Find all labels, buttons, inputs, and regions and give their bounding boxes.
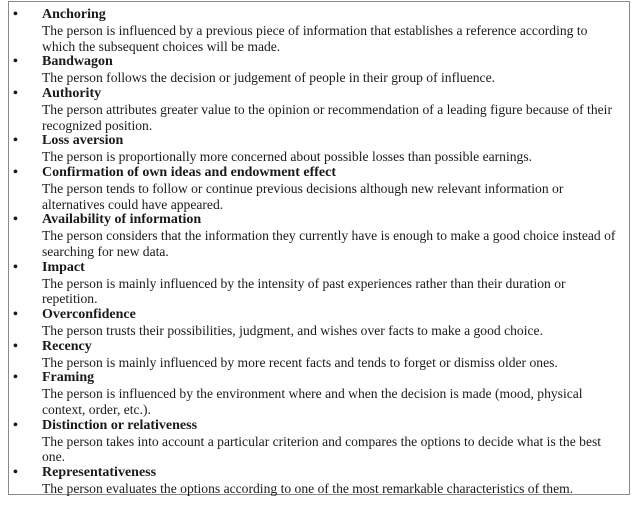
bias-term: Overconfidence: [42, 307, 136, 323]
bullet-icon: •: [13, 164, 18, 180]
bullet-icon: •: [13, 54, 18, 70]
bias-term: Authority: [42, 85, 102, 101]
bias-description: The person tends to follow or continue previous decisions although new relevant information or alternatives could have appeared.: [42, 180, 564, 212]
bias-term: Impact: [42, 259, 85, 275]
bias-term: Loss aversion: [42, 133, 124, 149]
list-item: [8, 339, 630, 371]
bias-description: The person is proportionally more concerned about possible losses than possible earnings.: [42, 149, 533, 165]
bias-description: The person follows the decision or judgement of people in their group of influence.: [42, 70, 496, 86]
list-item: [8, 54, 630, 86]
bias-term: Bandwagon: [42, 54, 113, 70]
bullet-icon: •: [13, 212, 18, 228]
bias-term: Recency: [42, 338, 92, 354]
bias-description: The person attributes greater value to the opinion or recommendation of a leading figure because of their recognized position.: [42, 101, 612, 133]
bullet-icon: •: [13, 259, 18, 275]
bullet-icon: •: [13, 338, 18, 354]
bias-description: The person takes into account a particular criterion and compares the options to decide what is the best one.: [42, 433, 602, 465]
bias-description: The person is influenced by a previous piece of information that establishes a reference according to which the subsequent choices will be made.: [42, 22, 588, 54]
list-item: [8, 418, 630, 465]
list-item: [8, 133, 630, 165]
bullet-icon: •: [13, 307, 18, 323]
bias-term: Confirmation of own ideas and endowment effect: [42, 164, 336, 180]
bias-term: Availability of information: [42, 212, 202, 228]
bullet-icon: •: [13, 7, 18, 22]
bullet-icon: •: [13, 85, 18, 101]
list-item: [8, 212, 630, 259]
bias-term: Distinction or relativeness: [42, 417, 198, 433]
bias-term: Anchoring: [42, 7, 106, 22]
bias-description: The person is influenced by the environment where and when the decision is made (mood, physical context, order, etc.).: [42, 386, 583, 417]
bias-description: The person is mainly influenced by the intensity of past experiences rather than their duration or repetition.: [42, 275, 566, 307]
list-item: [8, 86, 630, 133]
bias-list: [8, 7, 630, 497]
bullet-icon: •: [13, 465, 18, 481]
bullet-icon: •: [13, 370, 18, 386]
bias-term: Framing: [42, 370, 95, 386]
bias-description: The person is mainly influenced by more recent facts and tends to forget or dismiss older ones.: [42, 354, 558, 370]
bias-description: The person evaluates the options according to one of the most remarkable characteristics of them.: [42, 480, 574, 496]
bias-description: The person considers that the information they currently have is enough to make a good choice instead of searching for new data.: [42, 228, 616, 259]
bullet-icon: •: [13, 133, 18, 149]
list-item: [8, 370, 630, 417]
bias-description: The person trusts their possibilities, judgment, and wishes over facts to make a good choice.: [42, 322, 543, 338]
list-item: [8, 307, 630, 339]
list-item: [8, 165, 630, 212]
list-item: [8, 260, 630, 307]
list-item: [8, 7, 630, 54]
bias-term: Representativeness: [42, 465, 157, 481]
list-item: [8, 465, 630, 497]
bullet-icon: •: [13, 417, 18, 433]
